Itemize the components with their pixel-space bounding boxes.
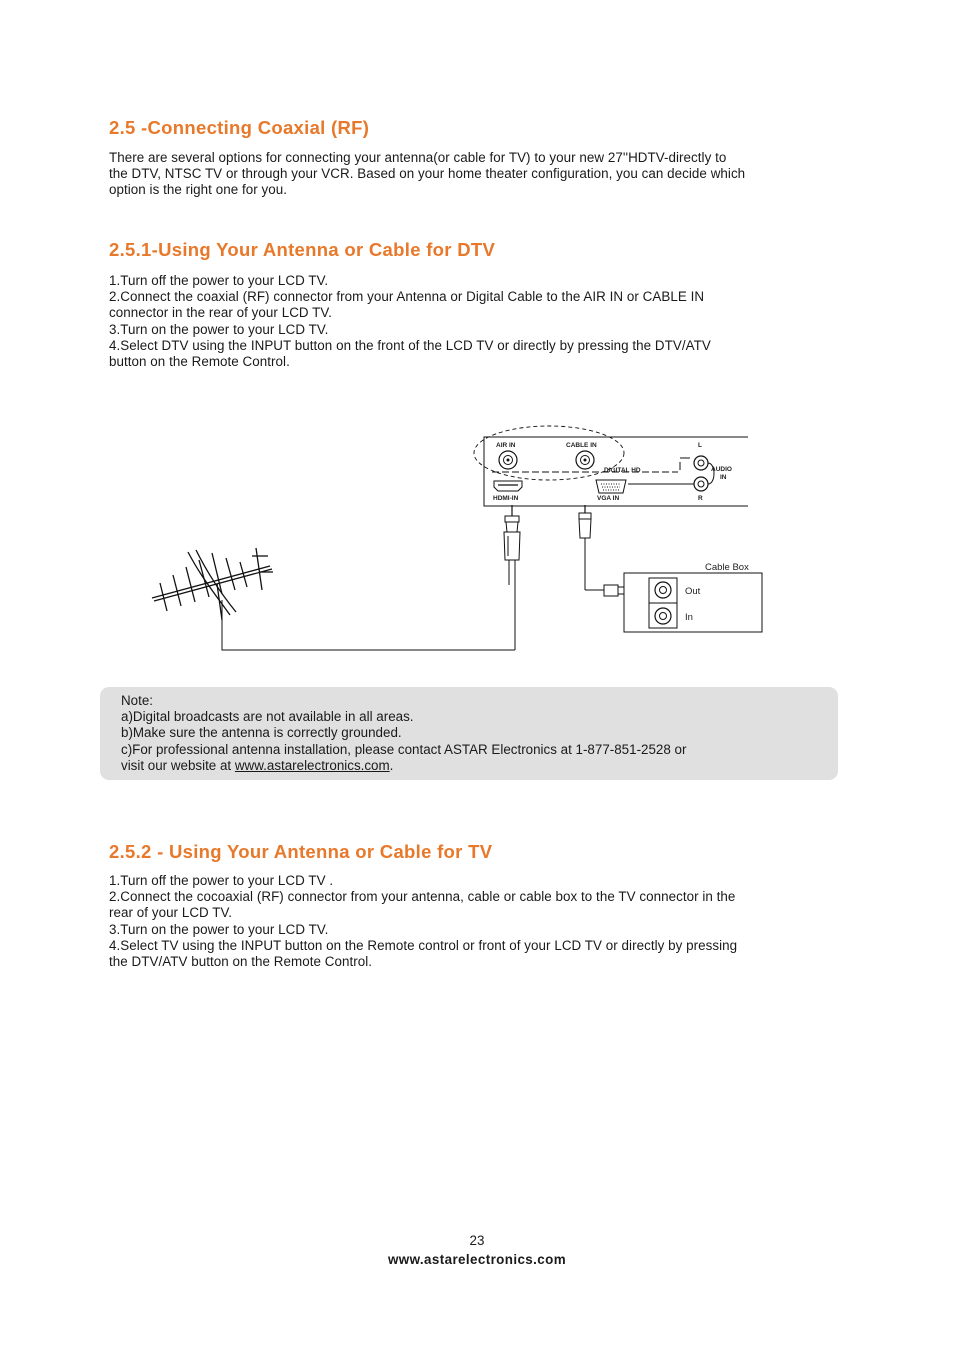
cable-box (624, 562, 762, 632)
audio-l-label: L (698, 442, 702, 449)
note-line-prefix: visit our website at (121, 757, 235, 773)
air-in-label: AIR IN (496, 442, 516, 449)
text-line: option is the right one for you. (109, 182, 288, 198)
cable-in-jack (576, 451, 594, 469)
digital-hd-label: DIGITAL HD (604, 467, 641, 474)
section-title-dtv: 2.5.1-Using Your Antenna or Cable for DTV (109, 239, 496, 260)
audio-r-label: R (698, 495, 703, 502)
note-line: c)For professional antenna installation, please contact ASTAR Electronics at 1-877-851-2528 or (121, 741, 687, 757)
text-line: There are several options for connecting your antenna(or cable for TV) to your new 27''HDTV-directly to (109, 150, 727, 165)
step-line: the DTV/ATV button on the Remote Control. (109, 954, 373, 970)
step-line: 4.Select TV using the INPUT button on the Remote control or front of your LCD TV or directly by pressing (109, 937, 738, 953)
step-line: 3.Turn on the power to your LCD TV. (109, 321, 329, 337)
page-number: 23 (469, 1233, 485, 1248)
step-line: 2.Connect the cocoaxial (RF) connector from your antenna, cable or cable box to the TV connector in the (109, 889, 736, 905)
tv-rear-panel (474, 426, 748, 506)
section-title-coaxial: 2.5 -Connecting Coaxial (RF) (109, 117, 370, 138)
cable-in-label: CABLE IN (566, 442, 597, 449)
vga-port (596, 480, 626, 493)
antenna-icon (152, 548, 273, 620)
note-line-suffix: . (389, 757, 394, 773)
step-line: 3.Turn on the power to your LCD TV. (109, 921, 329, 937)
section-title-tv: 2.5.2 - Using Your Antenna or Cable for TV (109, 841, 493, 862)
hdmi-port (494, 481, 522, 491)
in-label: In (685, 612, 693, 623)
note-line: a)Digital broadcasts are not available in all areas. (121, 709, 414, 725)
vga-in-label: VGA IN (597, 495, 620, 502)
text-line: the DTV, NTSC TV or through your VCR. Based on your home theater configuration, you can decide which (109, 166, 746, 182)
note-line: b)Make sure the antenna is correctly grounded. (121, 725, 402, 741)
note-heading: Note: (121, 693, 154, 708)
step-line: connector in the rear of your LCD TV. (109, 305, 332, 321)
air-in-jack (499, 451, 517, 469)
step-line: 1.Turn off the power to your LCD TV. (109, 273, 329, 288)
out-label: Out (685, 586, 701, 597)
step-line: 1.Turn off the power to your LCD TV . (109, 873, 334, 888)
step-line: rear of your LCD TV. (109, 905, 233, 921)
step-line: button on the Remote Control. (109, 354, 290, 370)
antenna-coax-connector (504, 505, 520, 650)
hdmi-in-label: HDMI-IN (493, 495, 519, 502)
tv-steps (109, 873, 849, 970)
cable-box-label: Cable Box (705, 562, 749, 573)
note-text (121, 693, 821, 774)
note-line (121, 758, 821, 774)
audio-in-label: IN (720, 474, 727, 481)
audio-jacks (680, 456, 714, 491)
step-line: 2.Connect the coaxial (RF) connector from your Antenna or Digital Cable to the AIR IN or CABLE IN (109, 289, 705, 305)
website-link[interactable]: www.astarelectronics.com (234, 757, 390, 773)
step-line: 4.Select DTV using the INPUT button on the front of the LCD TV or directly by pressing the DTV/ATV (109, 337, 711, 353)
footer-website: www.astarelectronics.com (387, 1252, 567, 1267)
audio-label: AUDIO (711, 466, 732, 473)
